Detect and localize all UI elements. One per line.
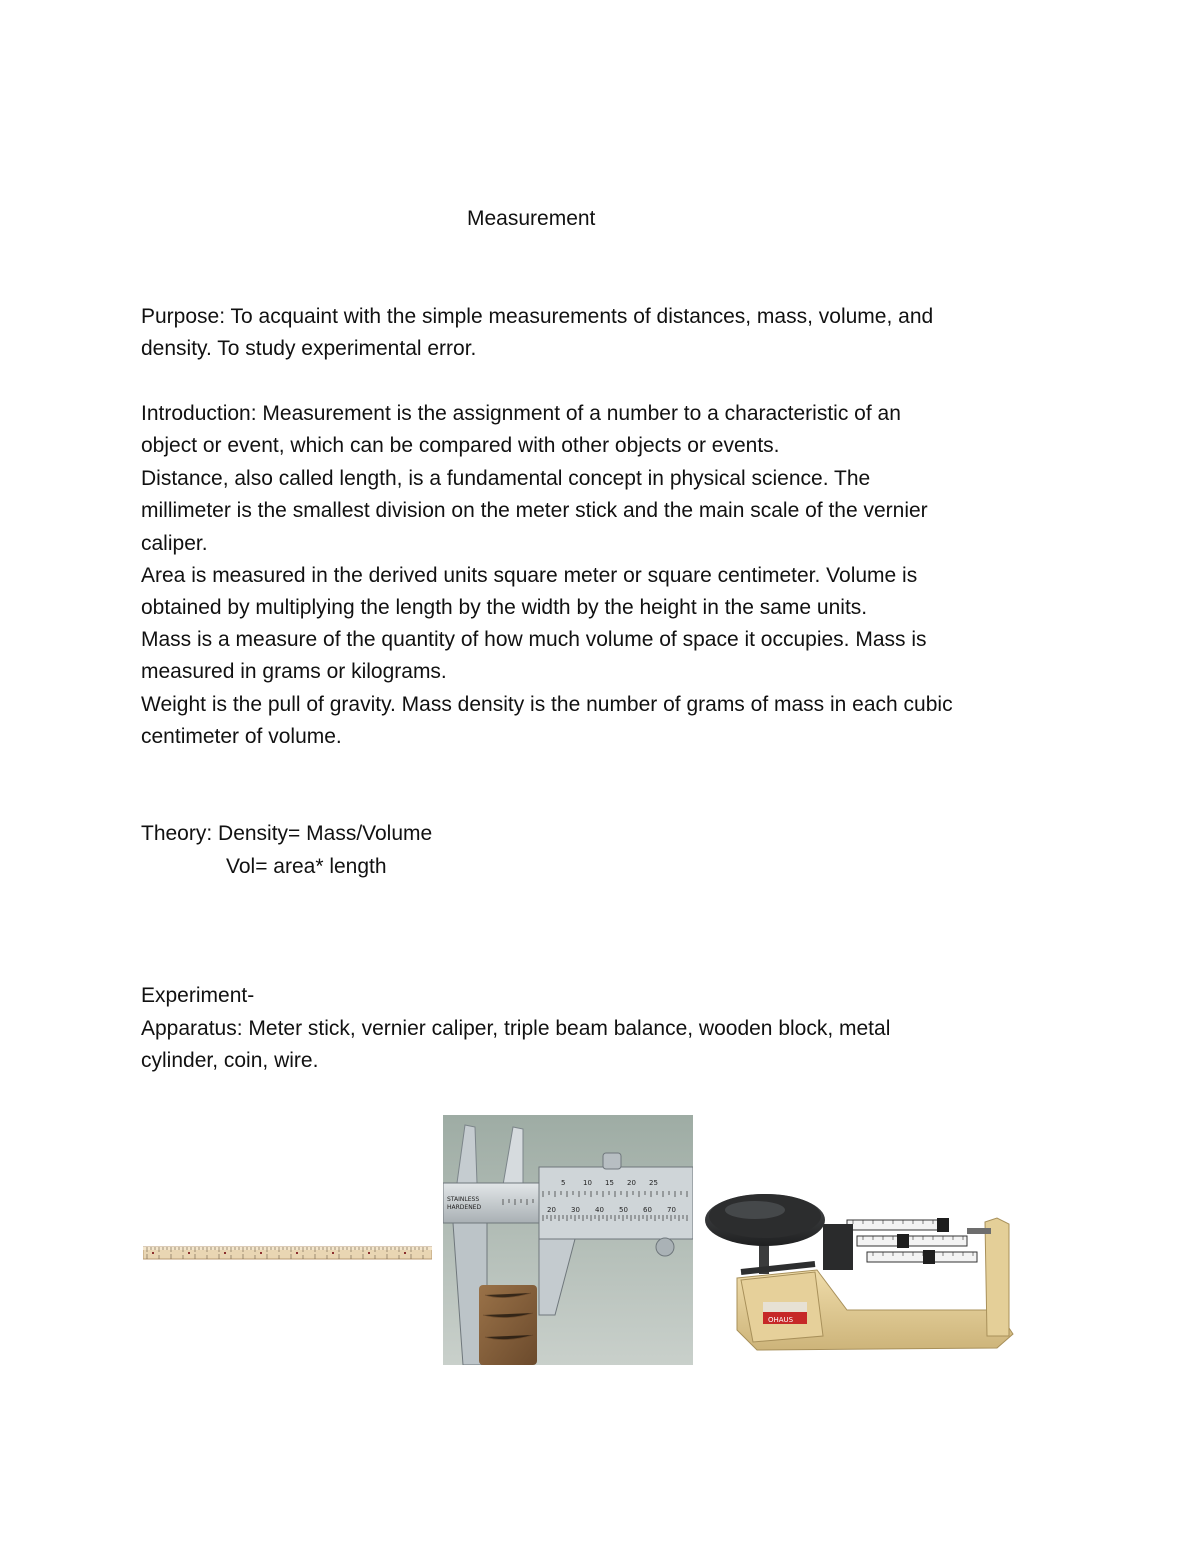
triple-beam-balance-image (697, 1160, 1033, 1360)
balance-label-text: OHAUS (768, 1316, 794, 1324)
introduction-line-7: obtained by multiplying the length by the width by the height in the same units. (141, 596, 868, 619)
introduction-line-9: measured in grams or kilograms. (141, 660, 447, 683)
caliper-scale-top-label: 5 (561, 1179, 566, 1187)
caliper-stamp-line-1: STAINLESS (447, 1196, 480, 1203)
vernier-caliper-image (443, 1115, 693, 1365)
caliper-stamp-line-2: HARDENED (447, 1204, 482, 1211)
caliper-scale-bottom-label: 60 (643, 1206, 652, 1214)
introduction-line-1: Introduction: Measurement is the assignment of a number to a characteristic of an (141, 402, 901, 425)
introduction-line-5: caliper. (141, 532, 208, 555)
theory-density-formula: Theory: Density= Mass/Volume (141, 822, 433, 845)
caliper-scale-bottom-label: 20 (547, 1206, 556, 1214)
caliper-scale-top-label: 20 (627, 1179, 636, 1187)
introduction-line-4: millimeter is the smallest division on the meter stick and the main scale of the vernier (141, 499, 928, 522)
caliper-scale-top-label: 25 (649, 1179, 658, 1187)
introduction-line-11: centimeter of volume. (141, 725, 342, 748)
vernier-caliper-icon (443, 1115, 693, 1365)
apparatus-line-2: cylinder, coin, wire. (141, 1049, 319, 1072)
introduction-line-6: Area is measured in the derived units square meter or square centimeter. Volume is (141, 564, 918, 587)
page-title: Measurement (467, 207, 596, 230)
caliper-scale-bottom-label: 70 (667, 1206, 676, 1214)
introduction-line-8: Mass is a measure of the quantity of how much volume of space it occupies. Mass is (141, 628, 927, 651)
purpose-line-2: density. To study experimental error. (141, 337, 477, 360)
meter-stick-icon (143, 1245, 432, 1261)
caliper-scale-bottom-label: 40 (595, 1206, 604, 1214)
experiment-heading: Experiment- (141, 984, 255, 1007)
introduction-line-2: object or event, which can be compared with other objects or events. (141, 434, 780, 457)
caliper-scale-bottom-label: 50 (619, 1206, 628, 1214)
caliper-scale-top-label: 10 (583, 1179, 592, 1187)
theory-volume-formula: Vol= area* length (226, 855, 387, 878)
introduction-line-10: Weight is the pull of gravity. Mass density is the number of grams of mass in each cubic (141, 693, 953, 716)
triple-beam-balance-icon (697, 1160, 1033, 1360)
caliper-scale-bottom-label: 30 (571, 1206, 580, 1214)
purpose-line-1: Purpose: To acquaint with the simple measurements of distances, mass, volume, and (141, 305, 934, 328)
apparatus-line-1: Apparatus: Meter stick, vernier caliper, triple beam balance, wooden block, metal (141, 1017, 891, 1040)
caliper-scale-top-label: 15 (605, 1179, 614, 1187)
introduction-line-3: Distance, also called length, is a fundamental concept in physical science. The (141, 467, 871, 490)
meter-stick-image (143, 1245, 432, 1261)
